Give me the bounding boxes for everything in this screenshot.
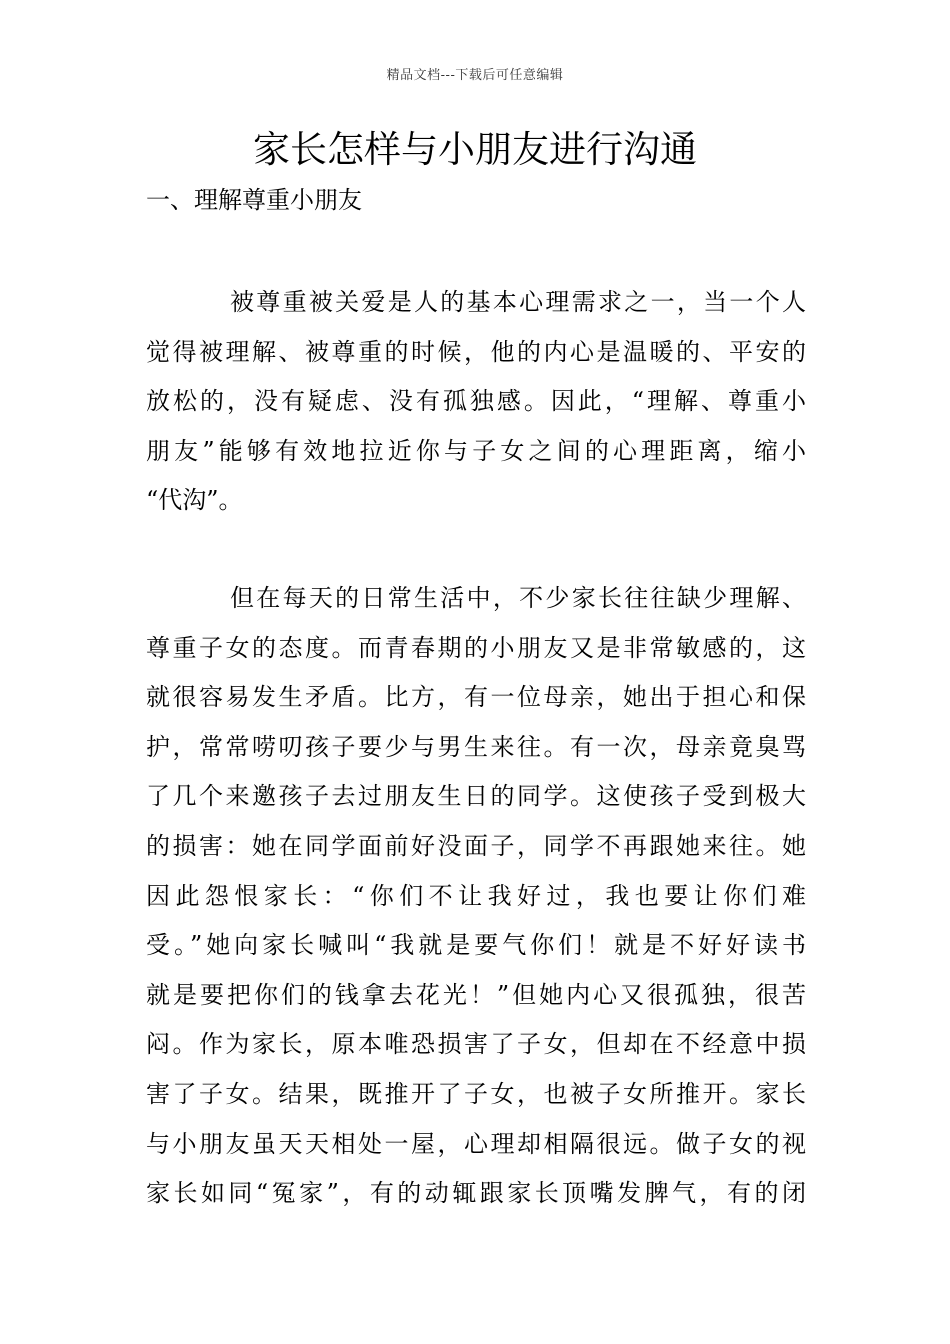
paragraph-line: 家长如同“冤家”，有的动辄跟家长顶嘴发脾气，有的闭 xyxy=(146,1179,806,1208)
paragraph-line: 了几个来邀孩子去过朋友生日的同学。这使孩子受到极大 xyxy=(146,782,806,811)
paragraph-line: 放松的，没有疑虑、没有孤独感。因此，“理解、尊重小 xyxy=(146,387,806,416)
paragraph-line: 就是要把你们的钱拿去花光！”但她内心又很孤独，很苦 xyxy=(146,980,806,1009)
paragraph-line: 与小朋友虽天天相处一屋，心理却相隔很远。做子女的视 xyxy=(146,1129,806,1158)
paragraph-line: 尊重子女的态度。而青春期的小朋友又是非常敏感的，这 xyxy=(146,633,806,662)
paragraph-line: 就很容易发生矛盾。比方，有一位母亲，她出于担心和保 xyxy=(146,683,806,712)
paragraph-line: “代沟”。 xyxy=(146,486,243,515)
paragraph-line: 觉得被理解、被尊重的时候，他的内心是温暖的、平安的 xyxy=(146,337,806,366)
paragraph-line: 的损害：她在同学面前好没面子，同学不再跟她来往。她 xyxy=(146,831,806,860)
paragraph-line: 被尊重被关爱是人的基本心理需求之一，当一个人 xyxy=(230,288,806,316)
document-title: 家长怎样与小朋友进行沟通 xyxy=(253,128,697,171)
paragraph-line: 因此怨恨家长：“你们不让我好过，我也要让你们难 xyxy=(146,881,806,910)
paragraph-line: 闷。作为家长，原本唯恐损害了子女，但却在不经意中损 xyxy=(146,1030,806,1059)
page-header: 精品文档---下载后可任意编辑 xyxy=(386,68,564,83)
paragraph-line: 护，常常唠叨孩子要少与男生来往。有一次，母亲竟臭骂 xyxy=(146,732,806,761)
section-heading: 一、理解尊重小朋友 xyxy=(146,186,362,214)
paragraph-line: 受。”她向家长喊叫“我就是要气你们！就是不好好读书 xyxy=(146,931,806,960)
paragraph-2 xyxy=(146,574,806,1219)
paragraph-1 xyxy=(146,278,806,526)
paragraph-line: 害了子女。结果，既推开了子女，也被子女所推开。家长 xyxy=(146,1079,806,1108)
paragraph-line: 朋友”能够有效地拉近你与子女之间的心理距离，缩小 xyxy=(146,436,806,465)
paragraph-line: 但在每天的日常生活中，不少家长往往缺少理解、 xyxy=(230,584,806,612)
